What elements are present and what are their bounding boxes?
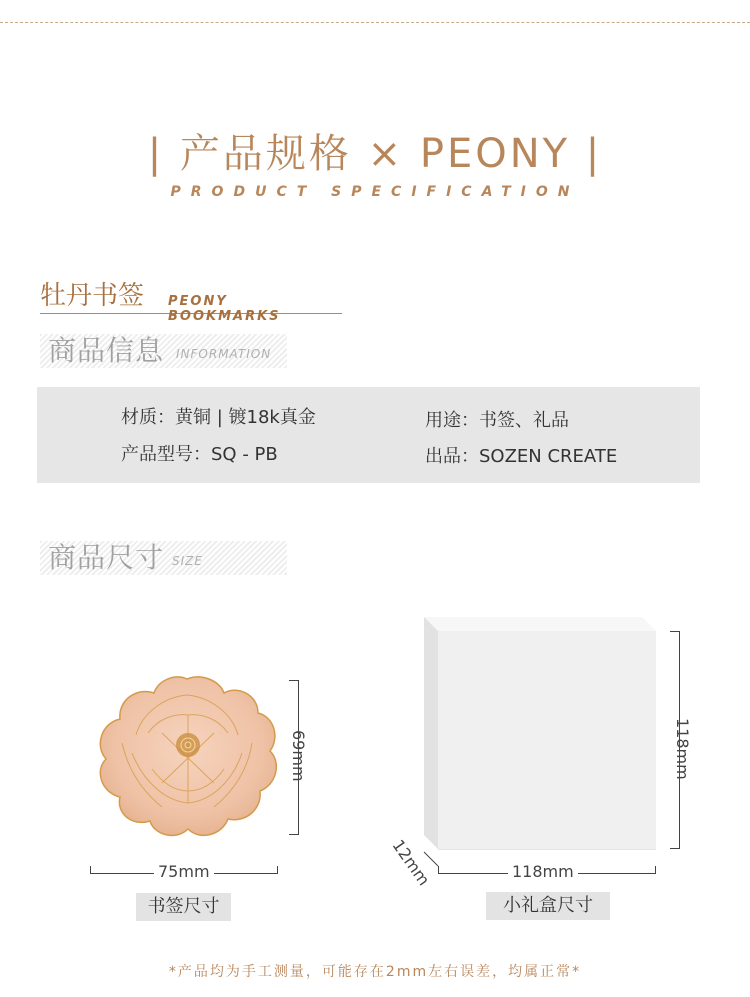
- box-depth-label: 12mm: [388, 836, 434, 890]
- info-section-label: [40, 334, 287, 368]
- info-panel: [37, 387, 700, 483]
- info-model: 产品型号：SQ - PB: [121, 444, 278, 465]
- peony-flower-icon: [92, 673, 282, 841]
- bookmark-width-label: 75mm: [154, 862, 214, 881]
- info-label-en: INFORMATION: [176, 347, 272, 361]
- product-name-en: PEONY BOOKMARKS: [168, 294, 281, 324]
- bookmark-height-label: 69mm: [289, 730, 308, 782]
- size-label-cn: 商品尺寸: [48, 541, 165, 574]
- peony-bookmark-image: [92, 673, 282, 841]
- box-height-label: 118mm: [673, 718, 692, 780]
- top-dashed-divider: [0, 22, 750, 23]
- info-label-cn: 商品信息: [48, 334, 165, 367]
- gift-box-edge: [438, 849, 656, 850]
- info-maker: 出品：SOZEN CREATE: [425, 446, 618, 467]
- product-heading: [40, 280, 342, 324]
- gift-box-top: [424, 617, 656, 631]
- product-name-cn: 牡丹书签: [40, 281, 145, 311]
- info-material: 材质：黄铜 | 镀18k真金: [121, 407, 316, 428]
- size-label-en: SIZE: [172, 554, 203, 568]
- box-size-caption: 小礼盒尺寸: [486, 892, 610, 920]
- gift-box-side: [424, 617, 438, 849]
- box-width-label: 118mm: [508, 862, 578, 881]
- page-subtitle: PRODUCT SPECIFICATION: [170, 184, 580, 200]
- size-section-label: [40, 541, 287, 575]
- gift-box-front: [438, 631, 656, 849]
- info-usage: 用途：书签、礼品: [425, 410, 569, 431]
- page-title: | 产品规格 × PEONY |: [147, 131, 603, 177]
- bookmark-size-caption: 书签尺寸: [136, 893, 231, 921]
- measurement-footnote: *产品均为手工测量，可能存在2mm左右误差，均属正常*: [168, 964, 582, 980]
